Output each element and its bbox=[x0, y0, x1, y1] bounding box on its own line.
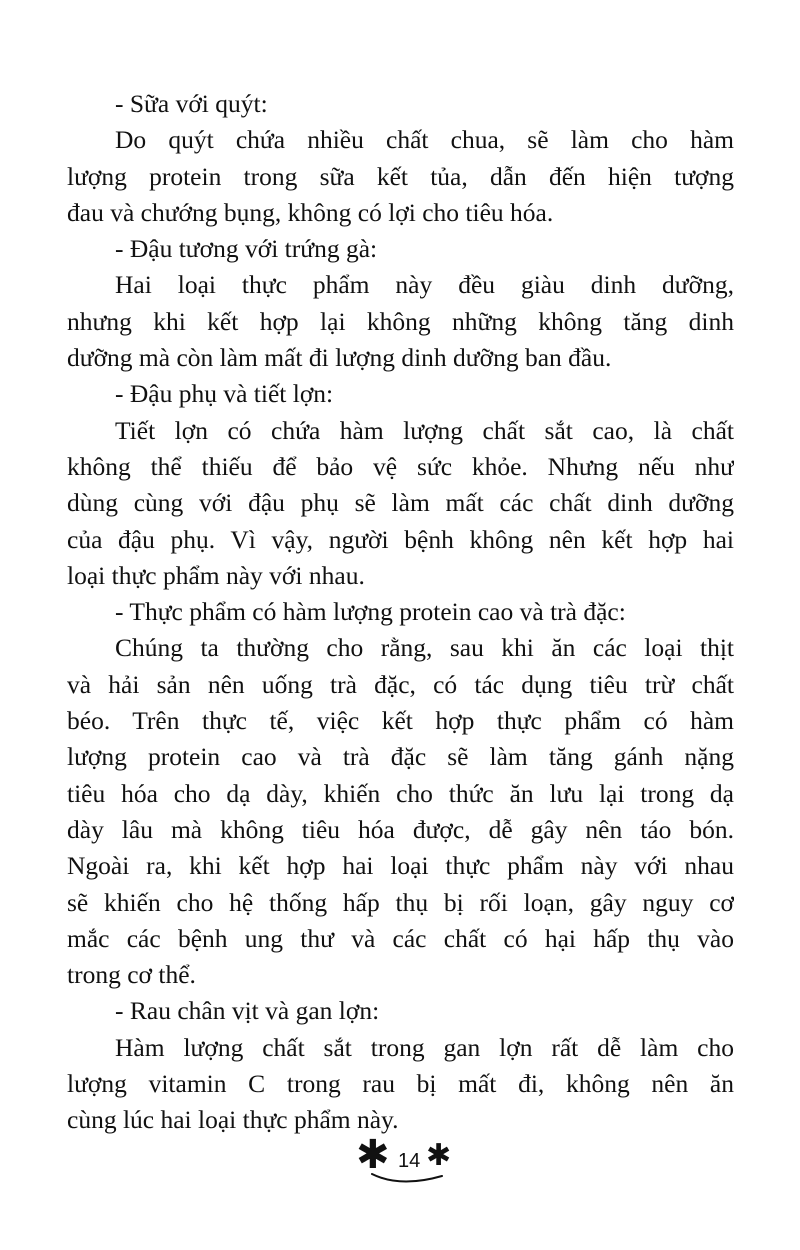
paragraph-line: trong cơ thể. bbox=[67, 960, 196, 990]
page-footer bbox=[348, 1132, 458, 1190]
book-page-body bbox=[67, 86, 734, 1139]
asterisk-ornament-icon: ✱ bbox=[356, 1132, 390, 1178]
page-number: 14 bbox=[398, 1150, 421, 1172]
paragraph-line: sẽ khiến cho hệ thống hấp thụ bị rối loạn, gây nguy cơ bbox=[67, 887, 734, 917]
paragraph-line: Tiết lợn có chứa hàm lượng chất sắt cao, là chất bbox=[115, 415, 734, 445]
paragraph-line: Chúng ta thường cho rằng, sau khi ăn các loại thịt bbox=[115, 633, 734, 663]
section-heading: - Rau chân vịt và gan lợn: bbox=[115, 996, 380, 1026]
paragraph-line: Hai loại thực phẩm này đều giàu dinh dưỡng, bbox=[115, 270, 734, 300]
section-heading: - Đậu phụ và tiết lợn: bbox=[115, 379, 334, 409]
paragraph-line: béo. Trên thực tế, việc kết hợp thực phẩm có hàm bbox=[67, 706, 734, 736]
paragraph-line: đau và chướng bụng, không có lợi cho tiêu hóa. bbox=[67, 197, 554, 227]
section-heading: - Thực phẩm có hàm lượng protein cao và trà đặc: bbox=[115, 597, 626, 627]
paragraph-line: dày lâu mà không tiêu hóa được, dễ gây nên táo bón. bbox=[67, 814, 734, 844]
paragraph-line: cùng lúc hai loại thực phẩm này. bbox=[67, 1105, 399, 1135]
paragraph-line: dùng cùng với đậu phụ sẽ làm mất các chất dinh dưỡng bbox=[67, 488, 734, 518]
asterisk-ornament-icon: ✱ bbox=[426, 1138, 452, 1173]
paragraph-line: Hàm lượng chất sắt trong gan lợn rất dễ làm cho bbox=[115, 1032, 734, 1062]
paragraph-line: lượng protein trong sữa kết tủa, dẫn đến hiện tượng bbox=[67, 161, 734, 191]
paragraph-line: của đậu phụ. Vì vậy, người bệnh không nên kết hợp hai bbox=[67, 524, 734, 554]
paragraph-line: và hải sản nên uống trà đặc, có tác dụng tiêu trừ chất bbox=[67, 669, 734, 699]
paragraph-line: tiêu hóa cho dạ dày, khiến cho thức ăn lưu lại trong dạ bbox=[67, 778, 734, 808]
paragraph-line: lượng protein cao và trà đặc sẽ làm tăng gánh nặng bbox=[67, 742, 734, 772]
paragraph-line: dưỡng mà còn làm mất đi lượng dinh dưỡng ban đầu. bbox=[67, 343, 612, 373]
paragraph-line: Do quýt chứa nhiều chất chua, sẽ làm cho hàm bbox=[115, 125, 734, 155]
paragraph-line: Ngoài ra, khi kết hợp hai loại thực phẩm này với nhau bbox=[67, 851, 734, 881]
section-heading: - Sữa với quýt: bbox=[115, 89, 268, 118]
section-heading: - Đậu tương với trứng gà: bbox=[115, 234, 378, 264]
paragraph-line: mắc các bệnh ung thư và các chất có hại hấp thụ vào bbox=[67, 923, 734, 953]
paragraph-line: lượng vitamin C trong rau bị mất đi, không nên ăn bbox=[67, 1069, 734, 1099]
swoosh-underline-icon bbox=[370, 1170, 445, 1188]
paragraph-line: loại thực phẩm này với nhau. bbox=[67, 560, 365, 590]
paragraph-line: không thể thiếu để bảo vệ sức khỏe. Nhưng nếu như bbox=[67, 451, 734, 481]
paragraph-line: nhưng khi kết hợp lại không những không tăng dinh bbox=[67, 306, 734, 336]
